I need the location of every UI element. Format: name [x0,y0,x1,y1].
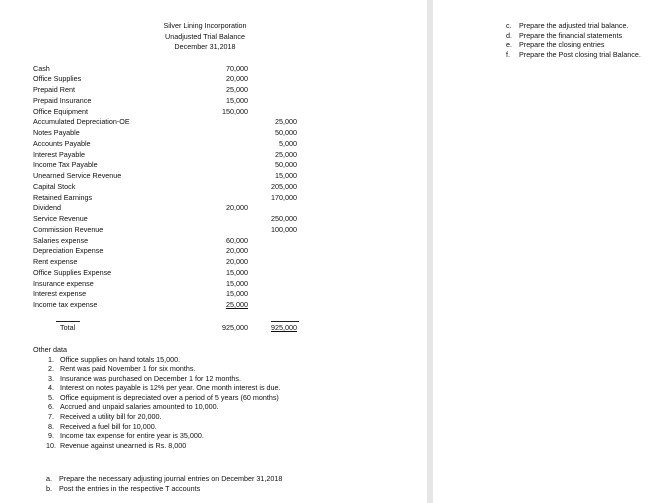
credit-amount: 170,000 [271,192,297,202]
task-letter: b. [46,483,52,493]
table-row [33,193,333,204]
debit-amount: 20,000 [226,74,248,84]
item-text: Insurance was purchased on December 1 for 12 months. [60,373,241,383]
account-name: Office Supplies Expense [33,267,112,277]
item-text: Interest on notes payable is 12% per year. One month interest is due. [60,383,281,393]
debit-amount: 25,000 [226,85,248,94]
account-name: Retained Earnings [33,192,93,202]
table-row [33,128,333,139]
report-date: December 31,2018 [174,42,236,51]
account-name: Accumulated Depreciation-OE [33,117,130,127]
item-text: Received a utility bill for 20,000. [60,412,162,422]
account-name: Income tax expense [33,300,98,309]
account-name: Income Tax Payable [33,160,98,170]
item-number: 3. [48,373,54,383]
total-row [33,323,333,334]
item-text: Office equipment is depreciated over a period of 5 years (60 months) [60,392,279,402]
item-number: 8. [48,421,54,431]
debit-amount: 15,000 [226,289,248,299]
account-name: Salaries expense [33,235,89,245]
item-number: 9. [48,431,54,441]
table-row [33,279,333,290]
task-text: Prepare the Post closing trial Balance. [519,49,641,59]
table-row [33,64,333,75]
table-row [33,225,333,236]
account-name: Prepaid Rent [33,85,75,94]
credit-amount: 50,000 [275,160,297,170]
total-credit: 925,000 [271,323,297,332]
table-row [33,96,333,107]
account-name: Office Supplies [33,74,82,84]
item-number: 4. [48,383,54,393]
task-letter: c. [506,21,512,30]
total-label: Total [60,323,76,332]
credit-amount: 250,000 [271,214,297,223]
table-row [33,289,333,300]
table-row [33,171,333,182]
task-text: Prepare the closing entries [519,40,605,50]
task-letter: d. [506,30,512,40]
item-number: 2. [48,364,54,374]
item-text: Received a fuel bill for 10,000. [60,421,157,431]
table-row [33,268,333,279]
table-row [33,160,333,171]
credit-amount: 25,000 [275,149,297,159]
other-data-title: Other data [33,345,67,354]
item-text: Income tax expense for entire year is 35,000. [60,431,204,441]
table-row [33,300,333,311]
company-name: Silver Lining Incorporation [163,21,247,30]
table-row [33,107,333,118]
debit-amount: 20,000 [226,257,248,266]
table-row [33,257,333,268]
task-letter: f. [506,49,510,59]
table-row [33,85,333,96]
item-text: Office supplies on hand totals 15,000. [60,354,181,364]
total-debit: 925,000 [222,323,248,332]
item-number: 6. [48,402,54,412]
account-name: Commission Revenue [33,224,104,234]
task-letter: e. [506,40,512,50]
credit-amount: 5,000 [279,138,297,148]
trial-balance-header [145,21,265,53]
report-title: Unadjusted Trial Balance [165,31,245,41]
account-name: Office Equipment [33,106,89,116]
document-page-right [433,0,661,503]
account-name: Insurance expense [33,278,94,288]
task-text: Prepare the necessary adjusting journal entries on December 31,2018 [59,474,283,483]
task-text: Prepare the financial statements [519,30,623,40]
account-name: Capital Stock [33,181,76,191]
account-name: Dividend [33,203,61,213]
credit-amount: 25,000 [275,117,297,127]
account-name: Interest Payable [33,149,85,159]
task-letter: a. [46,474,52,483]
debit-amount: 70,000 [226,63,248,73]
account-name: Service Revenue [33,214,88,223]
credit-amount: 50,000 [275,128,297,137]
item-text: Revenue against unearned is Rs. 8,000 [60,440,187,450]
table-row [33,139,333,150]
table-row [33,236,333,247]
table-row [33,150,333,161]
total-label-rule [56,321,80,322]
credit-amount: 100,000 [271,224,297,234]
account-name: Accounts Payable [33,138,91,148]
debit-amount: 15,000 [226,278,248,288]
item-number: 5. [48,392,54,402]
item-number: 1. [48,354,54,364]
item-text: Rent was paid November 1 for six months. [60,364,196,374]
table-row [33,74,333,85]
account-name: Unearned Service Revenue [33,171,122,180]
account-name: Depreciation Expense [33,246,104,256]
table-row [33,214,333,225]
debit-amount: 25,000 [226,300,248,309]
account-name: Interest expense [33,289,87,299]
item-number: 7. [48,412,54,422]
debit-amount: 60,000 [226,235,248,245]
item-text: Accrued and unpaid salaries amounted to 10,000. [60,402,219,412]
debit-amount: 15,000 [226,95,248,105]
item-number: 10. [46,440,56,450]
task-text: Post the entries in the respective T accounts [59,483,201,493]
debit-amount: 20,000 [226,203,248,213]
table-row [33,203,333,214]
credit-total-rule [271,321,299,322]
table-row [33,117,333,128]
account-name: Cash [33,63,50,73]
table-row [33,246,333,257]
account-name: Prepaid Insurance [33,95,92,105]
debit-amount: 150,000 [222,106,248,116]
debit-amount: 15,000 [226,267,248,277]
debit-amount: 20,000 [226,246,248,256]
credit-amount: 205,000 [271,181,297,191]
task-text: Prepare the adjusted trial balance. [519,21,629,30]
table-row [33,182,333,193]
account-name: Rent expense [33,257,78,266]
credit-amount: 15,000 [275,171,297,180]
account-name: Notes Payable [33,128,80,137]
